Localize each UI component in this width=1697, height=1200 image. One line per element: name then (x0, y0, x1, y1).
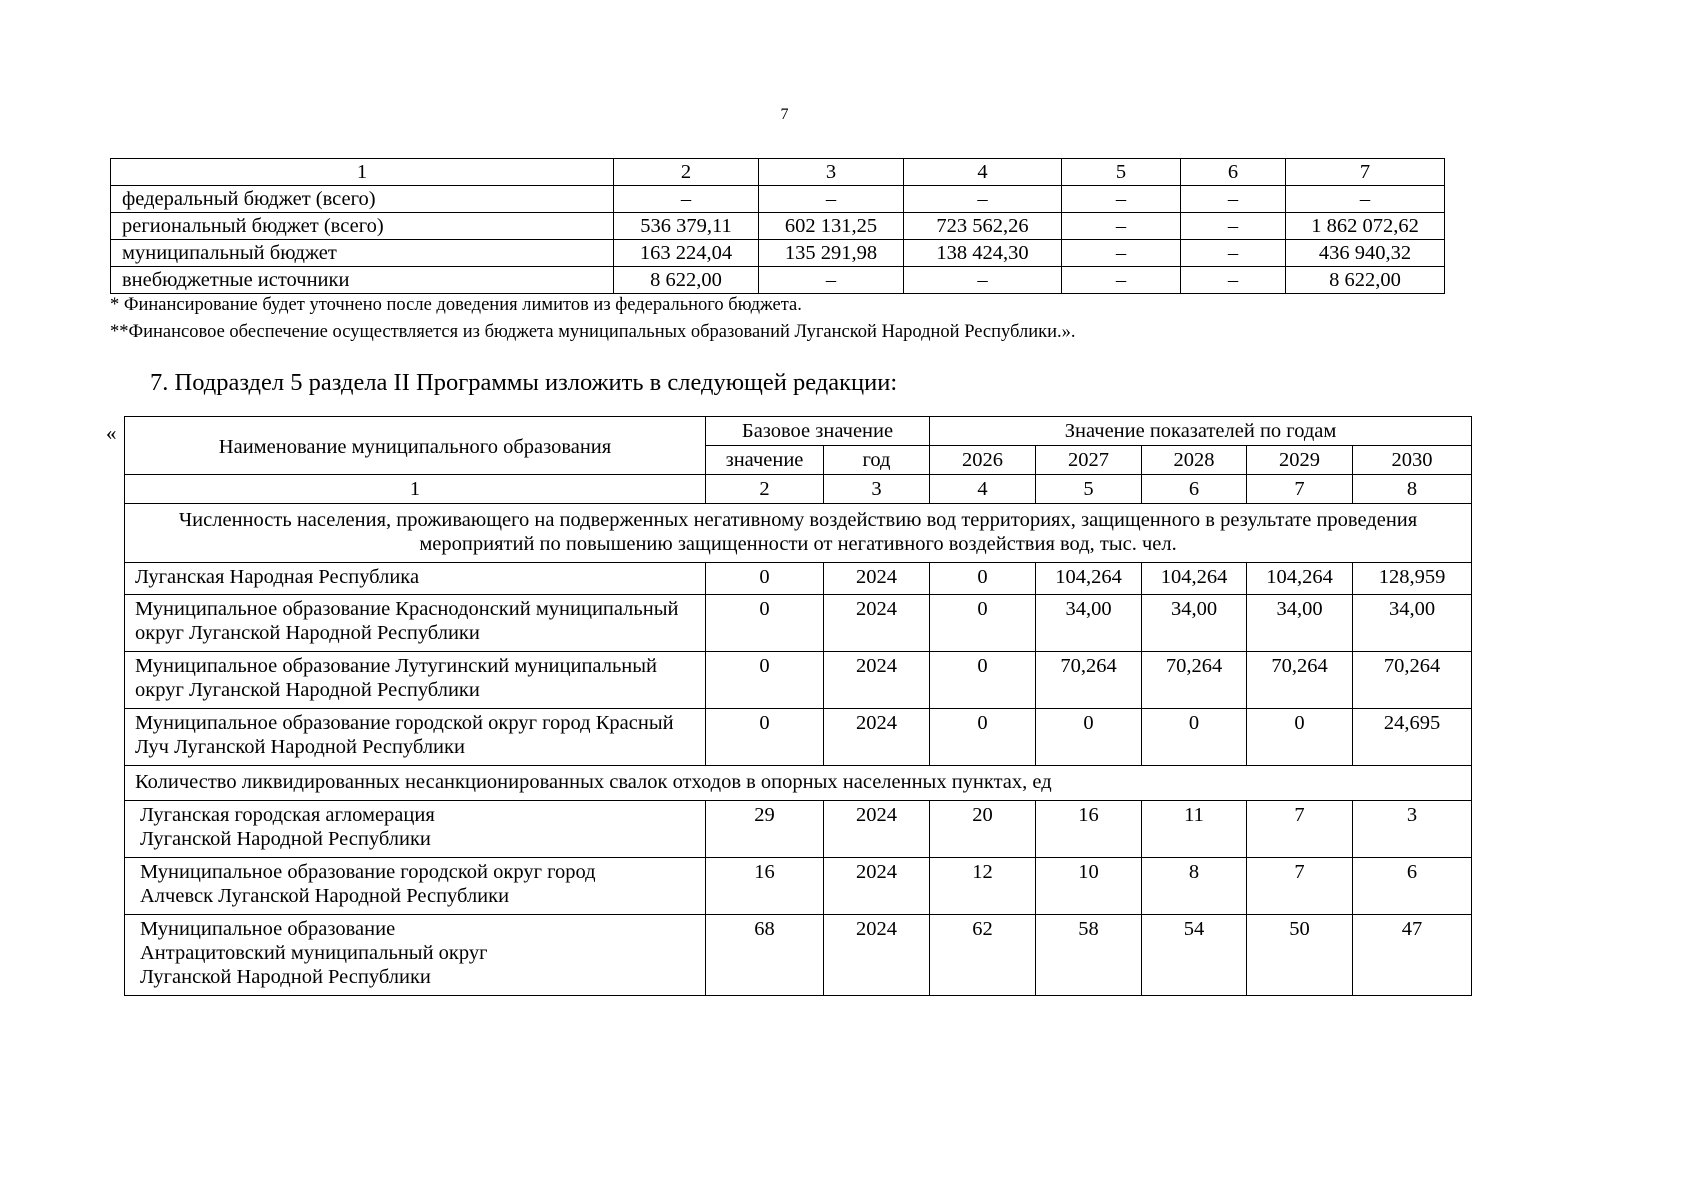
header-base-value-sub: значение (706, 446, 824, 475)
header-name: Наименование муниципального образования (125, 417, 706, 475)
table-cell: 10 (1036, 858, 1142, 915)
finance-cell: – (759, 186, 904, 213)
finance-row-federal (111, 186, 1445, 213)
finance-cell: – (1181, 240, 1286, 267)
finance-cell: – (1181, 267, 1286, 294)
table-cell: 0 (930, 595, 1036, 652)
name-line: Алчевск Луганской Народной Республики (140, 885, 510, 907)
section-title-row (125, 766, 1472, 801)
column-number: 8 (1353, 475, 1472, 504)
table-cell: 34,00 (1142, 595, 1247, 652)
table-cell: 2024 (824, 652, 930, 709)
table-cell: 2024 (824, 801, 930, 858)
municipality-name: Луганская Народная Республика (125, 563, 706, 595)
table-cell: 3 (1353, 801, 1472, 858)
table-cell: 11 (1142, 801, 1247, 858)
section-title-dumps: Количество ликвидированных несанкционированных свалок отходов в опорных населенных пунктах, ед (125, 766, 1472, 801)
opening-quote-mark: « (106, 421, 117, 445)
table-cell: 70,264 (1142, 652, 1247, 709)
header-year: 2030 (1353, 446, 1472, 475)
finance-row-extrabudget (111, 267, 1445, 294)
table-cell: 2024 (824, 563, 930, 595)
name-line: Антрацитовский муниципальный округ (140, 942, 488, 964)
table-cell: 34,00 (1247, 595, 1353, 652)
finance-header-cell: 2 (614, 159, 759, 186)
table-cell: 70,264 (1353, 652, 1472, 709)
table-cell: 8 (1142, 858, 1247, 915)
header-year: 2027 (1036, 446, 1142, 475)
finance-cell: – (759, 267, 904, 294)
finance-row-municipal (111, 240, 1445, 267)
table-cell: 2024 (824, 595, 930, 652)
table-cell: 0 (706, 652, 824, 709)
header-year: 2029 (1247, 446, 1353, 475)
finance-cell: 8 622,00 (1286, 267, 1445, 294)
table-cell: 104,264 (1142, 563, 1247, 595)
table-cell: 104,264 (1036, 563, 1142, 595)
name-line: Луганской Народной Республики (140, 828, 431, 850)
column-number: 5 (1036, 475, 1142, 504)
name-line: Муниципальное образование (140, 918, 396, 940)
table-cell: 70,264 (1247, 652, 1353, 709)
table-cell: 128,959 (1353, 563, 1472, 595)
table-row (125, 801, 1472, 858)
finance-header-row (111, 159, 1445, 186)
finance-cell: – (1062, 240, 1181, 267)
column-number: 3 (824, 475, 930, 504)
section-title-row (125, 504, 1472, 563)
finance-cell: – (1062, 213, 1181, 240)
header-year: 2028 (1142, 446, 1247, 475)
header-years: Значение показателей по годам (930, 417, 1472, 446)
table-cell: 0 (930, 563, 1036, 595)
finance-cell: 138 424,30 (904, 240, 1062, 267)
table-cell: 0 (1247, 709, 1353, 766)
table-cell: 2024 (824, 858, 930, 915)
table-cell: 16 (706, 858, 824, 915)
finance-row-regional (111, 213, 1445, 240)
municipality-name: Муниципальное образование Краснодонский муниципальный округ Луганской Народной Республики (125, 595, 706, 652)
table-row (125, 652, 1472, 709)
table-row (125, 709, 1472, 766)
finance-cell: 163 224,04 (614, 240, 759, 267)
table-row (125, 563, 1472, 595)
column-number: 2 (706, 475, 824, 504)
table-cell: 34,00 (1353, 595, 1472, 652)
finance-header-cell: 6 (1181, 159, 1286, 186)
finance-cell: – (1181, 186, 1286, 213)
table-cell: 7 (1247, 801, 1353, 858)
table-cell: 68 (706, 915, 824, 996)
table-cell: 54 (1142, 915, 1247, 996)
municipality-name (125, 858, 706, 915)
finance-cell: – (614, 186, 759, 213)
table-cell: 0 (930, 652, 1036, 709)
finance-cell: 536 379,11 (614, 213, 759, 240)
column-number: 1 (125, 475, 706, 504)
finance-cell: – (904, 267, 1062, 294)
municipality-name: Муниципальное образование городской округ город Красный Луч Луганской Народной Республики (125, 709, 706, 766)
finance-cell: 135 291,98 (759, 240, 904, 267)
table-cell: 34,00 (1036, 595, 1142, 652)
table-cell: 0 (930, 709, 1036, 766)
finance-row-label: региональный бюджет (всего) (111, 213, 614, 240)
finance-cell: – (904, 186, 1062, 213)
page-number: 7 (780, 106, 789, 123)
finance-cell: 8 622,00 (614, 267, 759, 294)
footnote-federal: * Финансирование будет уточнено после доведения лимитов из федерального бюджета. (110, 295, 802, 315)
finance-header-cell: 4 (904, 159, 1062, 186)
table-cell: 7 (1247, 858, 1353, 915)
finance-cell: 602 131,25 (759, 213, 904, 240)
finance-table (110, 158, 1445, 294)
finance-cell: – (1062, 267, 1181, 294)
name-line: Муниципальное образование городской округ город (140, 861, 596, 883)
table-cell: 0 (706, 709, 824, 766)
municipality-name: Муниципальное образование Лутугинский муниципальный округ Луганской Народной Республики (125, 652, 706, 709)
footnote-municipal: **Финансовое обеспечение осуществляется из бюджета муниципальных образований Луганской Народной Республики.». (110, 322, 1076, 342)
municipality-name (125, 915, 706, 996)
column-number: 6 (1142, 475, 1247, 504)
table-cell: 0 (1036, 709, 1142, 766)
section-heading: 7. Подраздел 5 раздела II Программы изложить в следующей редакции: (150, 369, 898, 396)
indicator-header-row-1 (125, 417, 1472, 446)
finance-header-cell: 3 (759, 159, 904, 186)
table-cell: 16 (1036, 801, 1142, 858)
finance-header-cell: 1 (111, 159, 614, 186)
finance-cell: – (1062, 186, 1181, 213)
table-cell: 2024 (824, 709, 930, 766)
table-cell: 29 (706, 801, 824, 858)
table-cell: 2024 (824, 915, 930, 996)
table-cell: 58 (1036, 915, 1142, 996)
table-cell: 0 (1142, 709, 1247, 766)
table-cell: 20 (930, 801, 1036, 858)
column-number: 4 (930, 475, 1036, 504)
table-cell: 62 (930, 915, 1036, 996)
finance-row-label: федеральный бюджет (всего) (111, 186, 614, 213)
header-base-year-sub: год (824, 446, 930, 475)
table-cell: 0 (706, 595, 824, 652)
indicator-column-numbers (125, 475, 1472, 504)
indicator-table (124, 416, 1472, 996)
section-title-population: Численность населения, проживающего на подверженных негативному воздействию вод территориях, защищенного в результате проведения мероприятий по повышению защищенности от негативного воздействия вод, тыс. чел. (125, 504, 1472, 563)
table-cell: 12 (930, 858, 1036, 915)
name-line: Луганская городская агломерация (140, 804, 435, 826)
table-row (125, 915, 1472, 996)
finance-row-label: внебюджетные источники (111, 267, 614, 294)
finance-cell: – (1286, 186, 1445, 213)
table-cell: 70,264 (1036, 652, 1142, 709)
finance-header-cell: 5 (1062, 159, 1181, 186)
finance-cell: – (1181, 213, 1286, 240)
finance-cell: 723 562,26 (904, 213, 1062, 240)
finance-cell: 1 862 072,62 (1286, 213, 1445, 240)
finance-cell: 436 940,32 (1286, 240, 1445, 267)
table-cell: 6 (1353, 858, 1472, 915)
finance-row-label: муниципальный бюджет (111, 240, 614, 267)
table-cell: 50 (1247, 915, 1353, 996)
finance-header-cell: 7 (1286, 159, 1445, 186)
table-cell: 0 (706, 563, 824, 595)
table-cell: 104,264 (1247, 563, 1353, 595)
table-row (125, 595, 1472, 652)
table-row (125, 858, 1472, 915)
name-line: Луганской Народной Республики (140, 966, 431, 988)
header-year: 2026 (930, 446, 1036, 475)
header-base-value: Базовое значение (706, 417, 930, 446)
column-number: 7 (1247, 475, 1353, 504)
table-cell: 47 (1353, 915, 1472, 996)
municipality-name (125, 801, 706, 858)
table-cell: 24,695 (1353, 709, 1472, 766)
